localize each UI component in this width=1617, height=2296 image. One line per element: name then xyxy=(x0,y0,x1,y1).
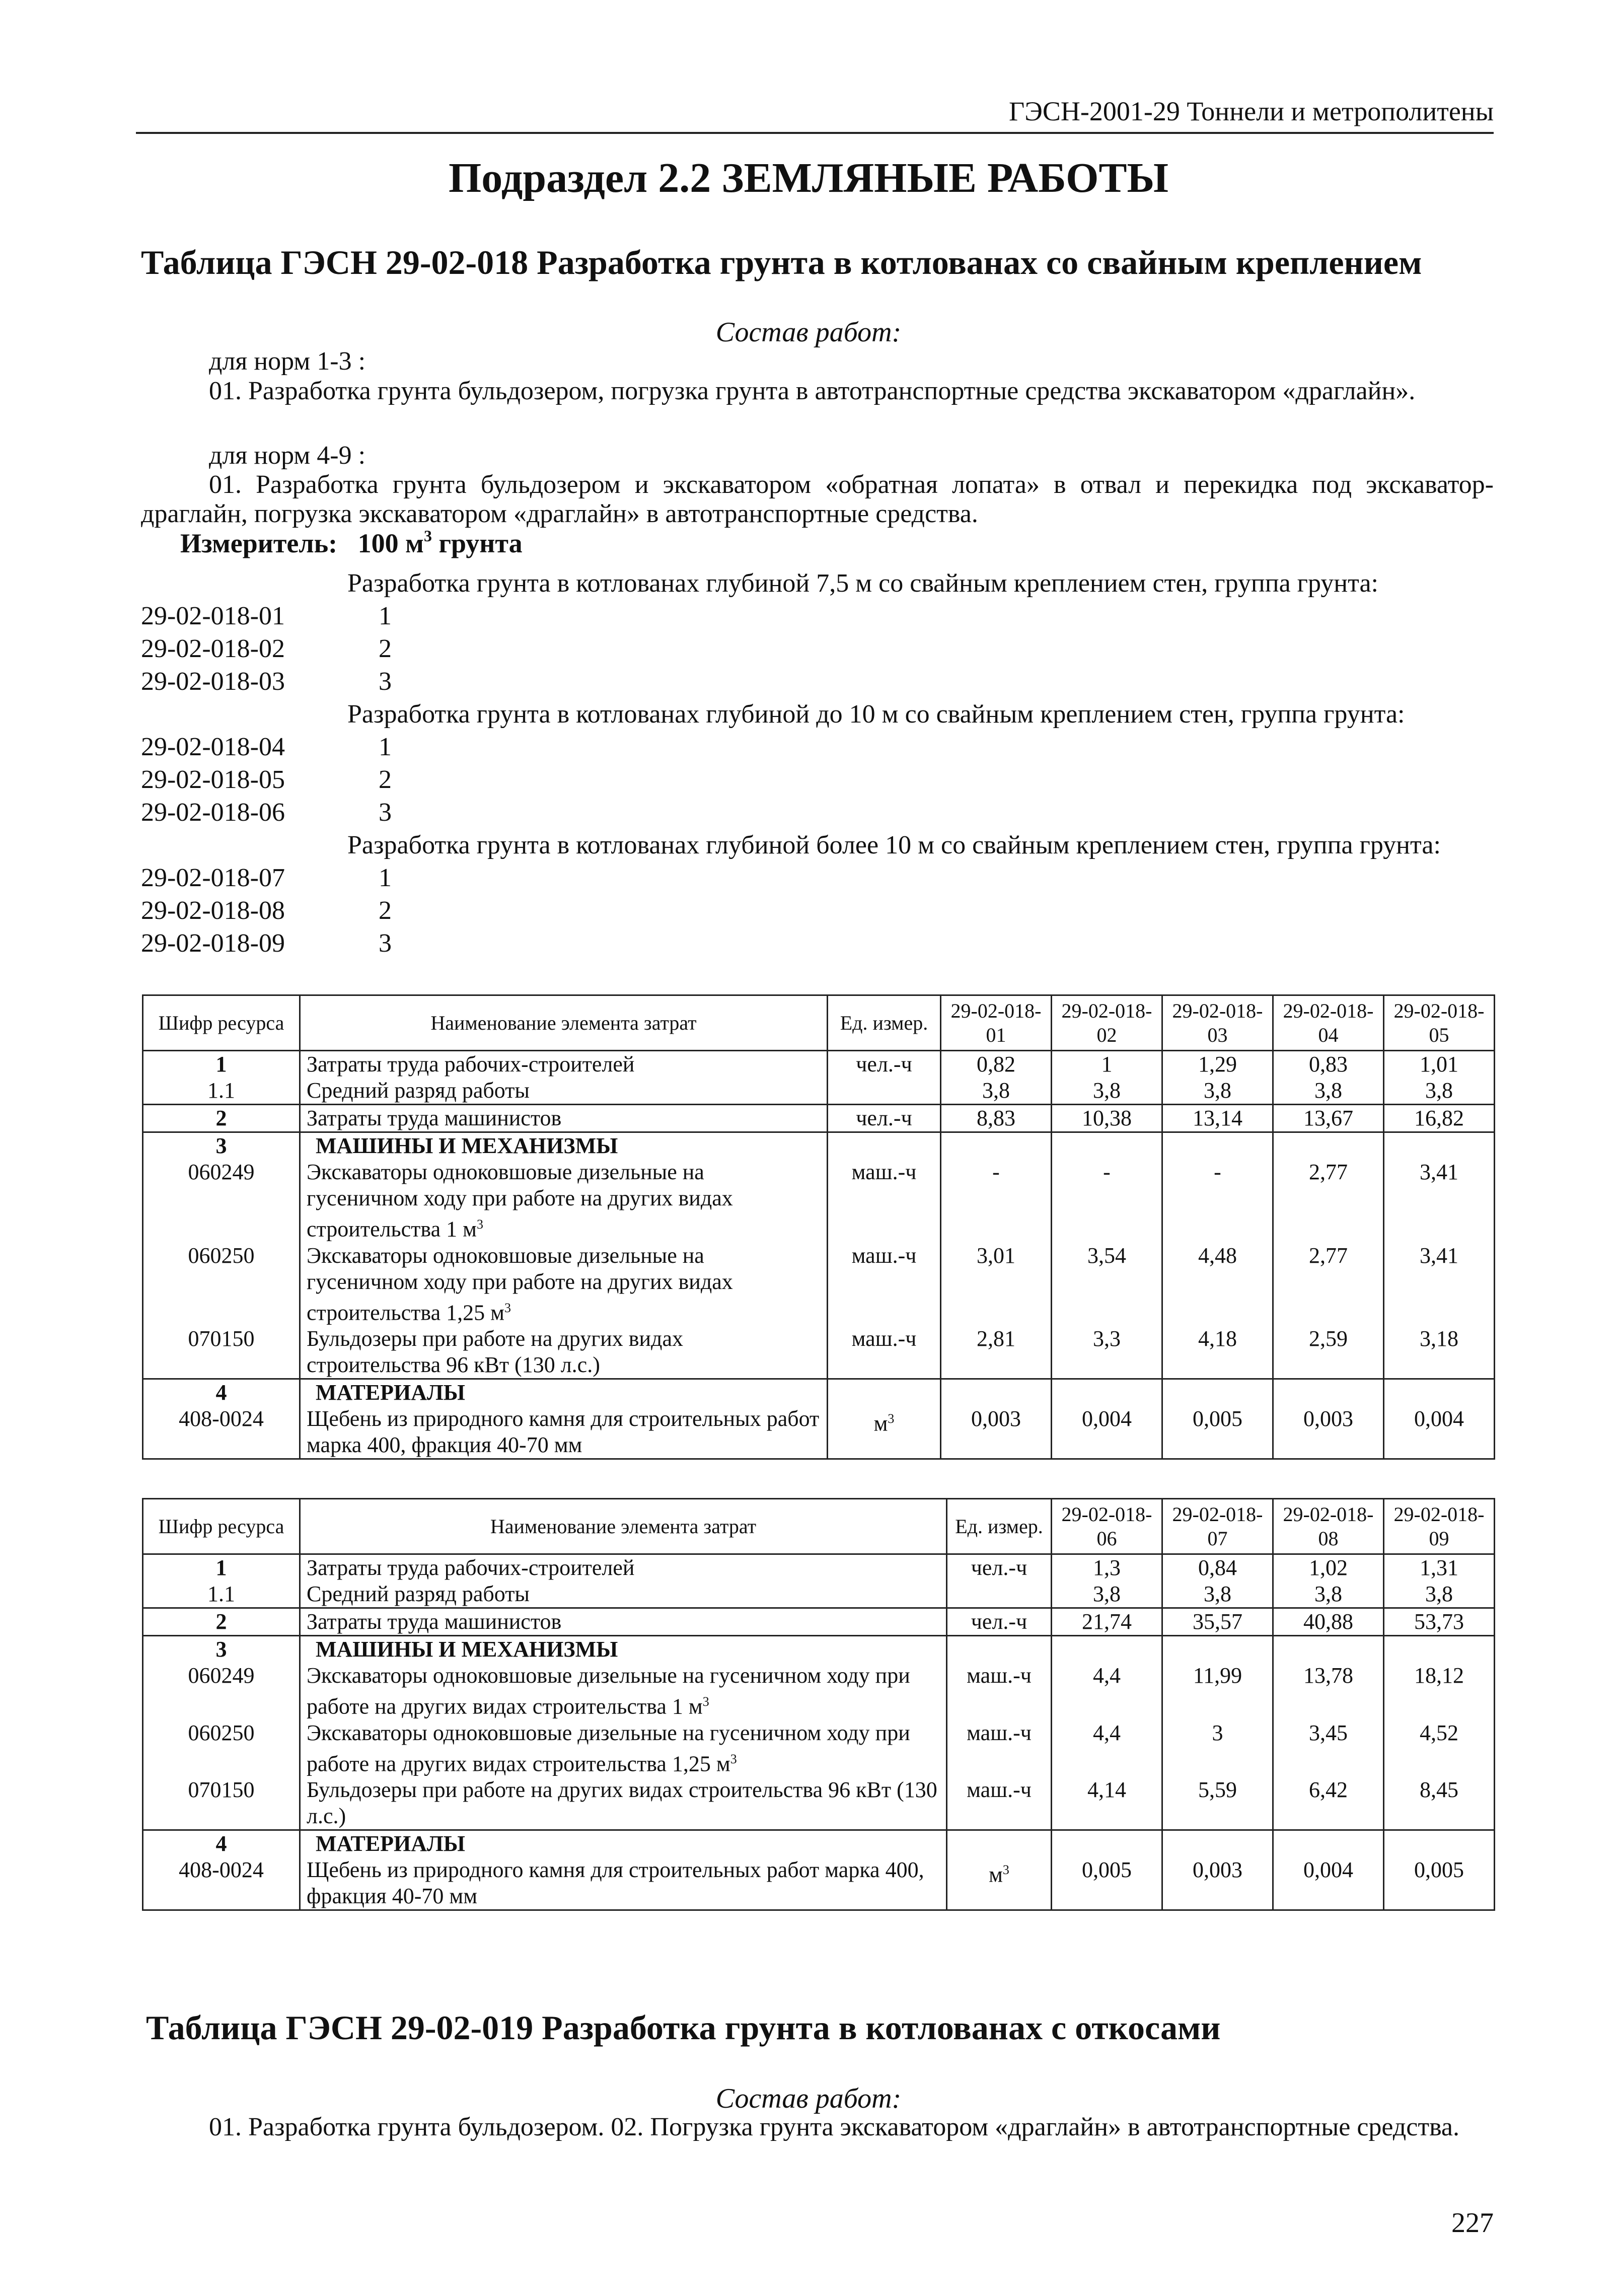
resource-name: Экскаваторы одноковшовые дизельные на гусеничном ходу при работе на других видах строительства 1 $м^3$ xyxy=(300,1663,947,1720)
table-row: 2 Затраты труда машинистов чел.-ч 8,83 10,38 13,14 13,67 16,82 xyxy=(143,1105,1495,1132)
table-row: 1 Затраты труда рабочих-строителей чел.-ч 0,82 1 1,29 0,83 1,01 xyxy=(143,1051,1495,1078)
table-row: 1.1 Средний разряд работы 3,8 3,8 3,8 3,8 3,8 xyxy=(143,1078,1495,1105)
table-row: 408-0024 Щебень из природного камня для строительных работ марка 400, фракция 40-70 мм $м^3$ 0,005 0,003 0,004 0,005 xyxy=(143,1857,1495,1910)
norm-group-desc: Разработка грунта в котлованах глубиной более 10 м со свайным креплением стен, группа грунта: xyxy=(347,831,1441,859)
page-number: 227 xyxy=(1451,2207,1494,2239)
resource-table-a xyxy=(142,994,1495,1460)
table-row: 060250 Экскаваторы одноковшовые дизельные на гусеничном ходу при работе на других видах строительства 1,25 $м^3$ маш.-ч 4,4 3 3,45 4,52 xyxy=(143,1720,1495,1777)
table-row: 3 МАШИНЫ И МЕХАНИЗМЫ xyxy=(143,1636,1495,1663)
table2-title: Таблица ГЭСН 29-02-019 Разработка грунта в котлованах с откосами xyxy=(146,2008,1221,2047)
norm-row: 29-02-018-01 1 xyxy=(141,602,392,630)
table1-composition-label: Состав работ: xyxy=(715,317,902,348)
resource-name: Экскаваторы одноковшовые дизельные на гусеничном ходу при работе на других видах строительства 1,25 $м^3$ xyxy=(300,1243,828,1326)
norms-1-3-label: для норм 1-3 : xyxy=(209,347,366,376)
measure-value: 100 м xyxy=(357,528,424,558)
table-row: 4 МАТЕРИАЛЫ xyxy=(143,1830,1495,1857)
resource-table-b xyxy=(142,1498,1495,1911)
table-row: 2 Затраты труда машинистов чел.-ч 21,74 35,57 40,88 53,73 xyxy=(143,1608,1495,1636)
table-row: 060249 Экскаваторы одноковшовые дизельные на гусеничном ходу при работе на других видах строительства 1 $м^3$ маш.-ч - - - 2,77 3,41 xyxy=(143,1159,1495,1243)
table-row: 3 МАШИНЫ И МЕХАНИЗМЫ xyxy=(143,1132,1495,1160)
section-title: Подраздел 2.2 ЗЕМЛЯНЫЕ РАБОТЫ xyxy=(448,155,1169,201)
table2-work-text: 01. Разработка грунта бульдозером. 02. Погрузка грунта экскаватором «драглайн» в автотранспортные средства. xyxy=(209,2113,1460,2141)
table-row: 060249 Экскаваторы одноковшовые дизельные на гусеничном ходу при работе на других видах строительства 1 $м^3$ маш.-ч 4,4 11,99 13,78 18,12 xyxy=(143,1663,1495,1720)
table1-title: Таблица ГЭСН 29-02-018 Разработка грунта в котлованах со свайным креплением xyxy=(141,243,1422,281)
norm-row: 29-02-018-09 3 xyxy=(141,929,392,958)
table-row: 408-0024 Щебень из природного камня для строительных работ марка 400, фракция 40-70 мм $м^3$ 0,003 0,004 0,005 0,003 0,004 xyxy=(143,1406,1495,1459)
table-header-row: Шифр ресурса Наименование элемента затрат Ед. измер. 29-02-018-06 29-02-018-07 29-02-018-08 29-02-018-09 xyxy=(143,1499,1495,1554)
norm-row: 29-02-018-02 2 xyxy=(141,634,392,663)
running-header: ГЭСН-2001-29 Тоннели и метрополитены xyxy=(1009,96,1494,126)
norm-group-desc: Разработка грунта в котлованах глубиной до 10 м со свайным креплением стен, группа грунта: xyxy=(347,700,1405,729)
norms-4-9-label: для норм 4-9 : xyxy=(209,441,366,470)
norm-row: 29-02-018-07 1 xyxy=(141,864,392,892)
table-row: 1 Затраты труда рабочих-строителей чел.-ч 1,3 0,84 1,02 1,31 xyxy=(143,1554,1495,1582)
work-4-9-text: 01. Разработка грунта бульдозером и экскаватором «обратная лопата» в отвал и перекидка под экскаватор-драглайн, погрузка экскаватором «драглайн» в автотранспортные средства. xyxy=(141,470,1494,528)
table-row: 070150 Бульдозеры при работе на других видах строительства 96 кВт (130 л.с.) маш.-ч 2,81 3,3 4,18 2,59 3,18 xyxy=(143,1326,1495,1379)
norm-row: 29-02-018-05 2 xyxy=(141,765,392,794)
table2-composition-label: Состав работ: xyxy=(715,2083,902,2114)
header-rule xyxy=(136,132,1494,134)
table-row: 070150 Бульдозеры при работе на других видах строительства 96 кВт (130 л.с.) маш.-ч 4,14 5,59 6,42 8,45 xyxy=(143,1777,1495,1830)
work-1-3-text: 01. Разработка грунта бульдозером, погрузка грунта в автотранспортные средства экскаватором «драглайн». xyxy=(209,377,1416,405)
norm-group-desc: Разработка грунта в котлованах глубиной 7,5 м со свайным креплением стен, группа грунта: xyxy=(347,569,1379,598)
resource-name: Экскаваторы одноковшовые дизельные на гусеничном ходу при работе на других видах строительства 1,25 $м^3$ xyxy=(300,1720,947,1777)
measure-line: Измеритель: 100 $м^3$ грунта xyxy=(180,527,523,558)
table-row: 4 МАТЕРИАЛЫ xyxy=(143,1379,1495,1406)
table-row: 060250 Экскаваторы одноковшовые дизельные на гусеничном ходу при работе на других видах строительства 1,25 $м^3$ маш.-ч 3,01 3,54 4,48 2,77 3,41 xyxy=(143,1243,1495,1326)
norm-row: 29-02-018-03 3 xyxy=(141,667,392,696)
norm-list xyxy=(141,567,1494,960)
resource-name: Экскаваторы одноковшовые дизельные на гусеничном ходу при работе на других видах строительства 1 $м^3$ xyxy=(300,1159,828,1243)
norm-row: 29-02-018-06 3 xyxy=(141,798,392,827)
table-header-row: Шифр ресурса Наименование элемента затрат Ед. измер. 29-02-018-01 29-02-018-02 29-02-018-03 29-02-018-04 29-02-018-05 xyxy=(143,995,1495,1051)
measure-label: Измеритель: xyxy=(180,528,338,558)
norm-row: 29-02-018-04 1 xyxy=(141,733,392,761)
norm-row: 29-02-018-08 2 xyxy=(141,896,392,925)
table-row: 1.1 Средний разряд работы 3,8 3,8 3,8 3,8 xyxy=(143,1581,1495,1608)
